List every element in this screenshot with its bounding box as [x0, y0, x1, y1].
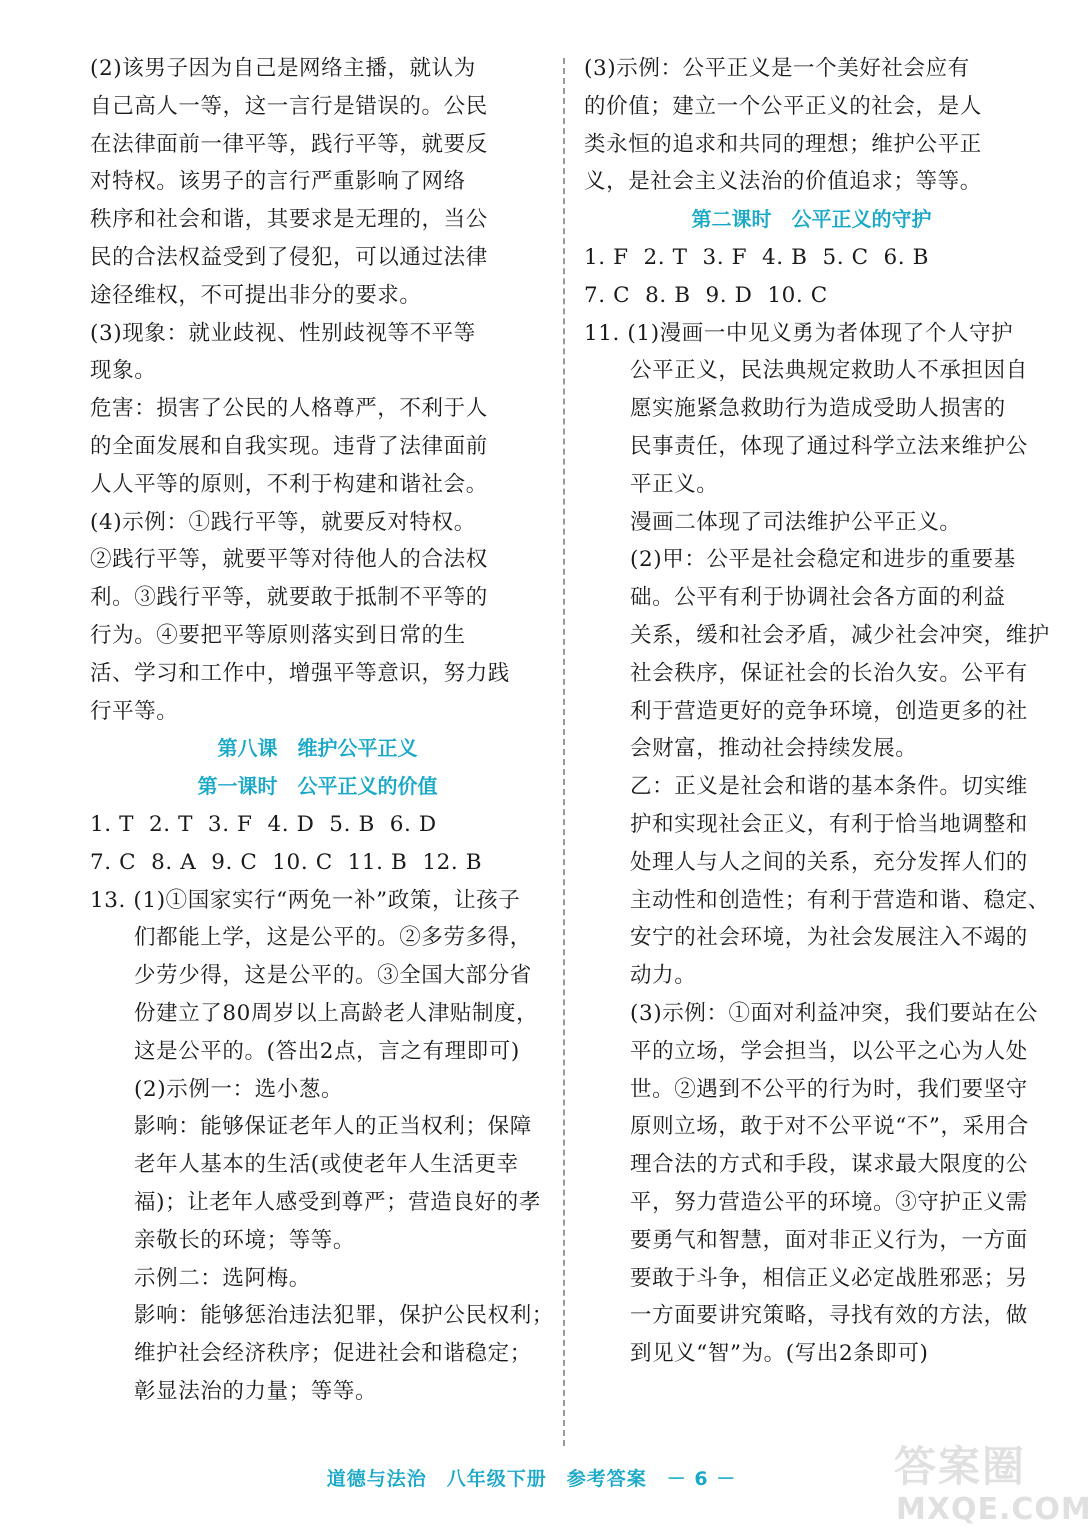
text-line: 社会秩序，保证社会的长治久安。公平有 [630, 660, 1028, 686]
text-line: 类永恒的追求和共同的理想；维护公平正 [584, 131, 982, 157]
text-line: 安宁的社会环境，为社会发展注入不竭的 [630, 925, 1028, 951]
text-line: 义，是社会主义法治的价值追求；等等。 [584, 169, 982, 195]
text-line: 主动性和创造性；有利于营造和谐、稳定、 [630, 887, 1050, 913]
text-line: 乙：正义是社会和谐的基本条件。切实维 [630, 774, 1028, 800]
column-divider [563, 58, 565, 1446]
text-line: 行为。④要把平等原则落实到日常的生 [90, 622, 466, 648]
text-line: 人人平等的原则，不利于构建和谐社会。 [90, 471, 488, 497]
text-line: 现象。 [90, 358, 157, 384]
text-line: 亲敬长的环境；等等。 [134, 1227, 356, 1253]
text-line: 福)；让老年人感受到尊严；营造良好的孝 [134, 1189, 541, 1215]
text-line: 行平等。 [90, 698, 179, 724]
text-line: 愿实施紧急救助行为造成受助人损害的 [630, 396, 1006, 422]
text-line: 到见义“智”为。(写出2条即可) [630, 1341, 929, 1367]
text-line: 少劳少得，这是公平的。③全国大部分省 [134, 963, 532, 989]
text-line: 份建立了80周岁以上高龄老人津贴制度， [134, 1000, 539, 1026]
text-line: 自己高人一等，这一言行是错误的。公民 [90, 93, 488, 119]
text-line: 13. (1)①国家实行“两免一补”政策，让孩子 [90, 887, 521, 913]
section-heading: 第一课时 公平正义的价值 [197, 774, 438, 799]
text-line: 活、学习和工作中，增强平等意识，努力践 [90, 660, 510, 686]
right-column [584, 50, 1050, 1373]
text-line: (2)示例一：选小葱。 [134, 1076, 344, 1102]
text-line: 老年人基本的生活(或使老年人生活更幸 [134, 1152, 519, 1178]
text-line: 7. C 8. B 9. D 10. C [584, 282, 828, 308]
text-line: (2)甲：公平是社会稳定和进步的重要基 [630, 547, 1016, 573]
footer-grade: 八年级下册 [446, 1468, 547, 1490]
text-line: 平，努力营造公平的环境。③守护正义需 [630, 1189, 1028, 1215]
text-line: 要勇气和智慧，面对非正义行为，一方面 [630, 1227, 1028, 1253]
text-line: 秩序和社会和谐，其要求是无理的，当公 [90, 207, 488, 233]
text-line: 关系，缓和社会矛盾，减少社会冲突，维护 [630, 622, 1050, 648]
text-line: 民事责任，体现了通过科学立法来维护公 [630, 433, 1028, 459]
text-line: 们都能上学，这是公平的。②多劳多得， [134, 925, 532, 951]
text-line: (3)现象：就业歧视、性别歧视等不平等 [90, 320, 476, 346]
watermark-url: MXQE.COM [896, 1492, 1092, 1527]
text-line: 利。③践行平等，就要敢于抵制不平等的 [90, 585, 488, 611]
text-line: 维护社会经济秩序；促进社会和谐稳定； [134, 1341, 532, 1367]
text-line: 11. (1)漫画一中见义勇为者体现了个人守护 [584, 320, 1014, 346]
text-line: 础。公平有利于协调社会各方面的利益 [630, 585, 1006, 611]
text-line: (3)示例：①面对利益冲突，我们要站在公 [630, 1000, 1038, 1026]
text-line: 彰显法治的力量；等等。 [134, 1378, 378, 1404]
section-heading: 第八课 维护公平正义 [217, 736, 418, 761]
footer-subject: 道德与法治 [326, 1468, 427, 1490]
text-line: 的价值；建立一个公平正义的社会，是人 [584, 93, 982, 119]
text-line: 原则立场，敢于对不公平说“不”，采用合 [630, 1114, 1029, 1140]
text-line: 动力。 [630, 963, 697, 989]
watermark-text: 答案圈 [894, 1442, 1027, 1491]
text-line: 这是公平的。(答出2点，言之有理即可) [134, 1038, 520, 1064]
text-line: 要敢于斗争，相信正义必定战胜邪恶；另 [630, 1265, 1028, 1291]
text-line: 对特权。该男子的言行严重影响了网络 [90, 169, 466, 195]
text-line: 处理人与人之间的关系，充分发挥人们的 [630, 849, 1028, 875]
text-line: 危害：损害了公民的人格尊严，不利于人 [90, 396, 488, 422]
text-line: 护和实现社会正义，有利于恰当地调整和 [630, 811, 1028, 837]
text-line: 会财富，推动社会持续发展。 [630, 736, 918, 762]
text-line: 影响：能够惩治违法犯罪，保护公民权利； [134, 1303, 554, 1329]
text-line: 利于营造更好的竞争环境，创造更多的社 [630, 698, 1028, 724]
footer-label: 参考答案 [566, 1468, 647, 1490]
watermark-logo [888, 1430, 1092, 1536]
text-line: (3)示例：公平正义是一个美好社会应有 [584, 56, 970, 81]
footer-page-number: － 6 － [666, 1468, 737, 1490]
text-line: 影响：能够保证老年人的正当权利；保障 [134, 1114, 532, 1140]
text-line: 平正义。 [630, 471, 719, 497]
text-line: 的全面发展和自我实现。违背了法律面前 [90, 433, 488, 459]
text-line: ②践行平等，就要平等对待他人的合法权 [90, 547, 488, 573]
text-line: 民的合法权益受到了侵犯，可以通过法律 [90, 244, 488, 270]
text-line: 平的立场，学会担当，以公平之心为人处 [630, 1038, 1028, 1064]
left-column [90, 50, 554, 1411]
text-line: 世。②遇到不公平的行为时，我们要坚守 [630, 1076, 1028, 1102]
text-line: 在法律面前一律平等，践行平等，就要反 [90, 131, 488, 157]
text-line: 公平正义，民法典规定救助人不承担因自 [630, 358, 1028, 384]
text-line: 7. C 8. A 9. C 10. C 11. B 12. B [90, 849, 483, 875]
text-line: 漫画二体现了司法维护公平正义。 [630, 509, 962, 535]
text-line: (4)示例：①践行平等，就要反对特权。 [90, 509, 476, 535]
text-line: 途径维权，不可提出非分的要求。 [90, 282, 422, 308]
text-line: 示例二：选阿梅。 [134, 1265, 311, 1291]
text-line: 1. T 2. T 3. F 4. D 5. B 6. D [90, 811, 437, 837]
section-heading: 第二课时 公平正义的守护 [691, 207, 932, 232]
text-line: 一方面要讲究策略，寻找有效的方法，做 [630, 1303, 1028, 1329]
text-line: 1. F 2. T 3. F 4. B 5. C 6. B [584, 244, 930, 270]
text-line: 理合法的方式和手段，谋求最大限度的公 [630, 1152, 1028, 1178]
text-line: (2)该男子因为自己是网络主播，就认为 [90, 56, 476, 81]
